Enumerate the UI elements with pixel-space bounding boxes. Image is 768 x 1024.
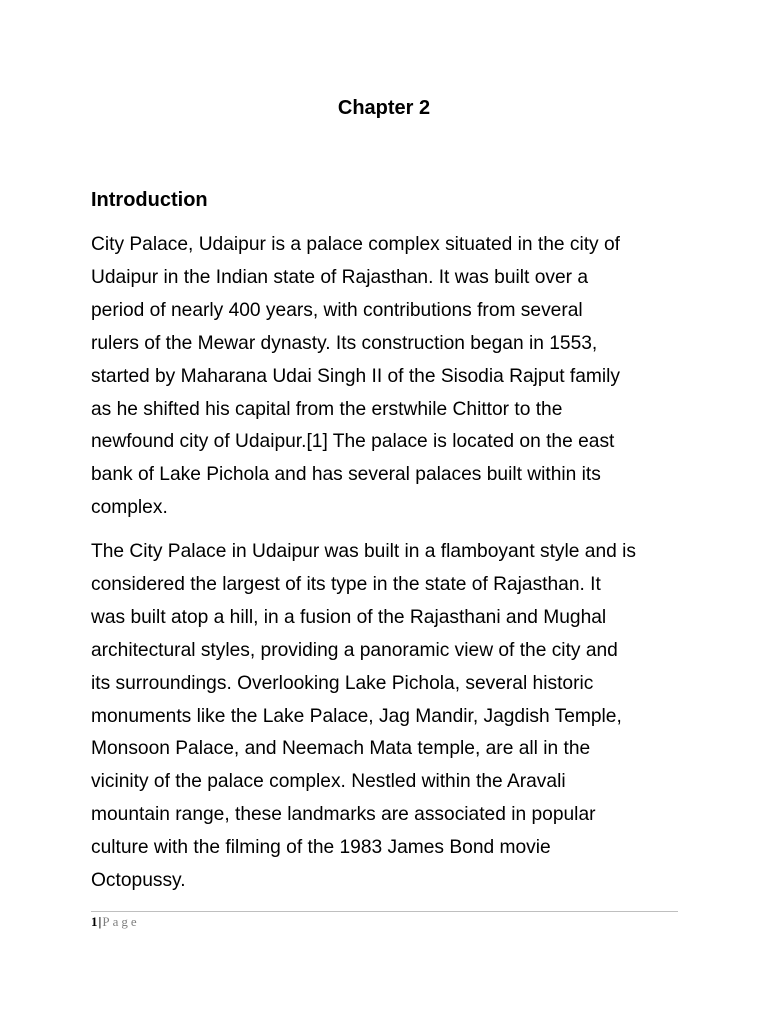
footer-divider [91, 911, 678, 912]
footer-separator: | [98, 914, 102, 929]
paragraph: The City Palace in Udaipur was built in a flamboyant style and is considered the largest of its type in the state of Rajasthan. It was built atop a hill, in a fusion of the Rajasthani and Mughal architectural styles, providing a panoramic view of the city and its surroundings. Overlooking Lake Pichola, several historic monuments like the Lake Palace, Jag Mandir, Jagdish Temple, Monsoon Palace, and Neemach Mata temple, are all in the vicinity of the palace complex. Nestled within the Aravali mountain range, these landmarks are associated in popular culture with the filming of the 1983 James Bond movie Octopussy. [91, 541, 636, 892]
page-footer [91, 913, 140, 931]
page-number: 1 [91, 914, 98, 929]
chapter-title: Chapter 2 [337, 97, 431, 119]
paragraph: City Palace, Udaipur is a palace complex situated in the city of Udaipur in the Indian state of Rajasthan. It was built over a period of nearly 400 years, with contributions from several rulers of the Mewar dynasty. Its construction began in 1553, started by Maharana Udai Singh II of the Sisodia Rajput family as he shifted his capital from the erstwhile Chittor to the newfound city of Udaipur.[1] The palace is located on the east bank of Lake Pichola and has several palaces built within its complex. [91, 234, 621, 519]
section-heading: Introduction [91, 189, 208, 211]
page-label: Page [102, 914, 140, 929]
